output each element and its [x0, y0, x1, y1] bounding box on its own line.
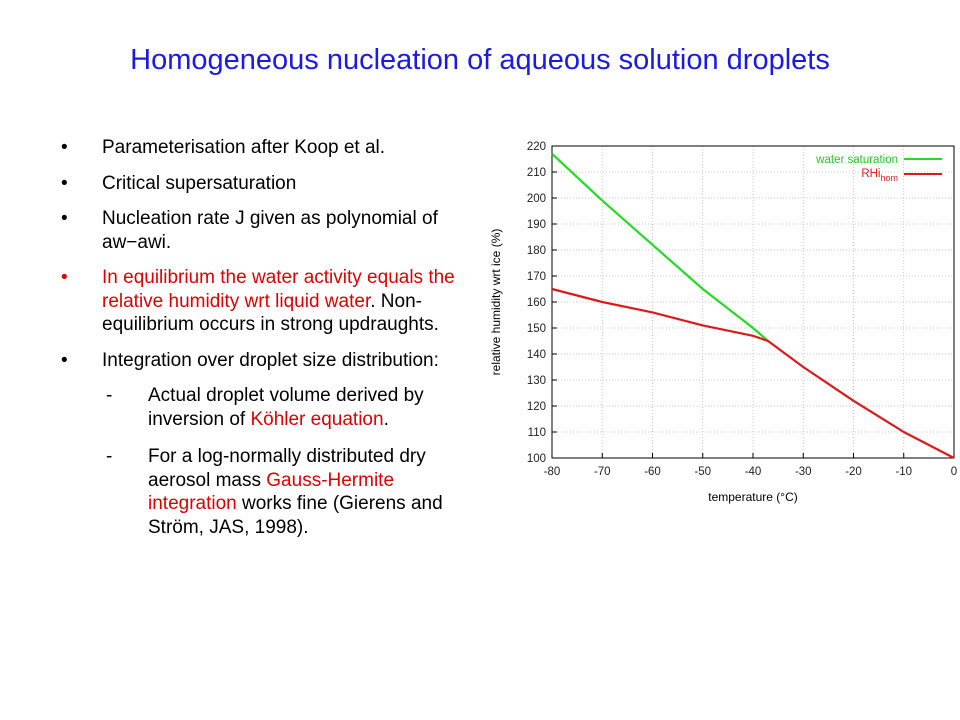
sub-bullet-dash: -	[106, 385, 113, 406]
x-tick-label: -10	[895, 466, 913, 478]
bullet-critical	[58, 172, 478, 196]
sub-bullet-kohler	[58, 384, 478, 431]
bullet-dot: •	[61, 208, 68, 229]
sub-bullet-text: .	[383, 408, 389, 430]
bullet-text: Parameterisation after Koop et al.	[102, 137, 386, 158]
sub-bullet-text: works fine (Gierens and Ström, JAS, 1998).	[148, 493, 443, 538]
y-tick-label: 200	[526, 193, 546, 205]
y-tick-label: 100	[526, 453, 546, 465]
sub-bullet-highlight: Köhler equation	[250, 408, 384, 430]
bullet-text: Critical supersaturation	[102, 172, 297, 194]
bullet-list	[58, 136, 478, 553]
bullet-dot: •	[61, 137, 68, 158]
bullet-dot: •	[61, 267, 68, 288]
x-tick-label: -80	[543, 466, 561, 478]
rh-temperature-chart	[488, 130, 960, 520]
bullet-text-highlight: In equilibrium the water activity equals the relative humidity wrt liquid water	[102, 267, 455, 312]
chart-legend	[815, 154, 942, 183]
bullet-text: . Non-equilibrium occurs in strong updraughts.	[102, 290, 439, 335]
y-tick-label: 120	[526, 401, 546, 413]
bullet-koop	[58, 136, 478, 160]
slide-title: Homogeneous nucleation of aqueous solution droplets	[130, 44, 830, 76]
sub-bullet-gauss-hermite	[58, 445, 478, 539]
x-tick-label: 0	[950, 466, 958, 478]
bullet-dot: •	[61, 349, 68, 371]
x-axis-ticks	[544, 453, 958, 478]
y-tick-label: 160	[526, 297, 546, 309]
chart-grid	[552, 146, 954, 458]
bullet-text: Nucleation rate J given as polynomial of aw−awi.	[102, 208, 438, 253]
sub-bullet-text: Actual droplet volume derived by inversion of	[148, 385, 424, 430]
y-tick-label: 190	[526, 219, 546, 231]
series-line-water-saturation	[552, 154, 768, 341]
legend-rhi-text: RHi	[861, 168, 881, 180]
y-tick-label: 150	[526, 323, 546, 335]
x-tick-label: -50	[694, 466, 712, 478]
y-tick-label: 170	[526, 271, 546, 283]
x-tick-label: -70	[593, 466, 611, 478]
legend-rhi-subscript: hom	[880, 173, 898, 183]
x-axis-label: temperature (°C)	[708, 490, 798, 504]
y-tick-label: 130	[526, 375, 546, 387]
y-tick-label: 180	[526, 245, 546, 257]
bullet-text: Integration over droplet size distribution:	[102, 349, 439, 371]
x-tick-label: -30	[794, 466, 812, 478]
bullet-nucleation-rate	[58, 207, 478, 254]
sub-bullet-dash: -	[106, 446, 113, 467]
bullet-integration	[58, 349, 478, 373]
x-tick-label: -40	[744, 466, 762, 478]
bullet-equilibrium	[58, 266, 478, 337]
y-tick-label: 140	[526, 349, 546, 361]
x-tick-label: -60	[644, 466, 661, 478]
legend-label-water-saturation: water saturation	[816, 154, 898, 166]
y-tick-label: 110	[527, 427, 546, 439]
y-tick-label: 210	[526, 167, 546, 179]
x-tick-label: -20	[845, 466, 862, 478]
y-tick-label: 220	[526, 141, 546, 153]
sub-bullet-highlight: Gauss-Hermite integration	[148, 469, 395, 514]
bullet-dot: •	[61, 172, 68, 194]
legend-label-rhi-hom	[861, 168, 898, 183]
y-axis-label: relative humidity wrt ice (%)	[489, 228, 503, 376]
sub-bullet-text: For a log-normally distributed dry aerosol mass	[148, 446, 426, 491]
